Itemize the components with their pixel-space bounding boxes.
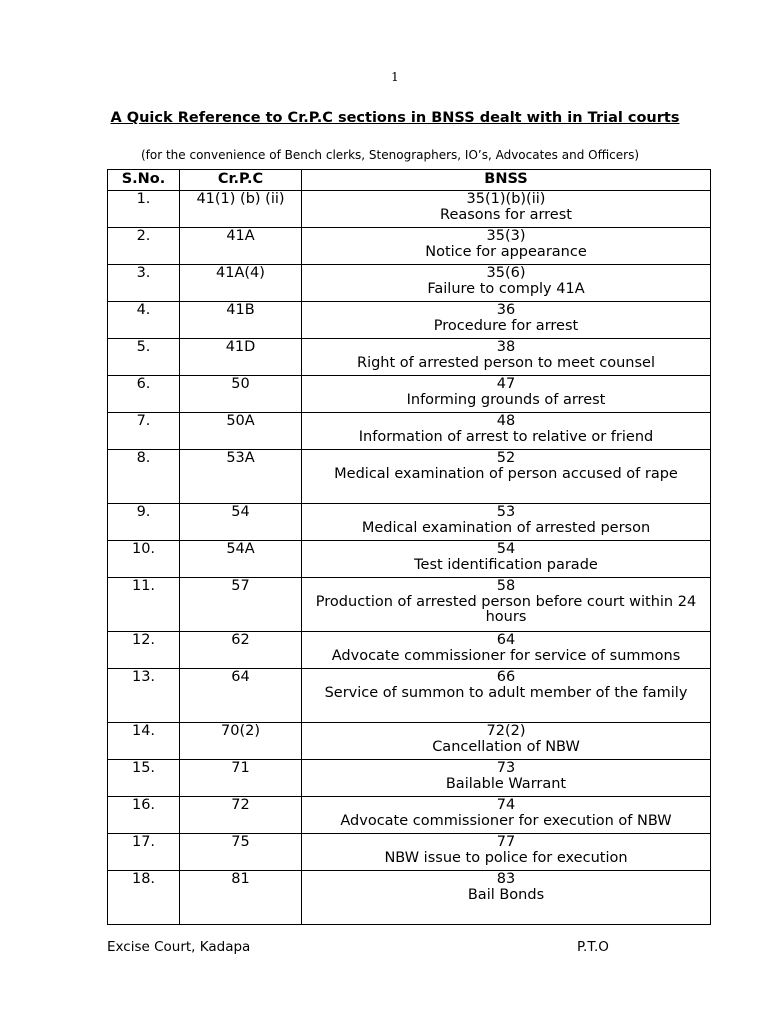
bnss-description: Information of arrest to relative or friend xyxy=(358,428,654,445)
cell-crpc: 72 xyxy=(180,797,302,834)
bnss-section: 38 xyxy=(496,339,516,355)
bnss-section: 58 xyxy=(496,578,516,594)
bnss-section: 35(1)(b)(ii) xyxy=(466,191,546,207)
cell-bnss xyxy=(302,265,711,302)
table-header-row xyxy=(108,170,711,191)
cell-sno: 18. xyxy=(108,871,180,925)
cell-bnss xyxy=(302,541,711,578)
bnss-description: Procedure for arrest xyxy=(433,317,579,334)
bnss-description: Failure to comply 41A xyxy=(427,280,585,297)
cell-sno: 13. xyxy=(108,669,180,723)
cell-sno: 12. xyxy=(108,632,180,669)
bnss-section: 74 xyxy=(496,797,516,813)
footer-court-name: Excise Court, Kadapa xyxy=(107,939,251,955)
bnss-section: 66 xyxy=(496,669,516,685)
cell-bnss xyxy=(302,871,711,925)
table-row xyxy=(108,450,711,504)
cell-sno: 1. xyxy=(108,191,180,228)
cell-bnss xyxy=(302,450,711,504)
bnss-description: Medical examination of arrested person xyxy=(361,519,651,536)
cell-sno: 17. xyxy=(108,834,180,871)
cell-crpc: 50A xyxy=(180,413,302,450)
cell-bnss xyxy=(302,339,711,376)
bnss-section: 73 xyxy=(496,760,516,776)
cell-sno: 5. xyxy=(108,339,180,376)
bnss-section: 54 xyxy=(496,541,516,557)
cell-sno: 10. xyxy=(108,541,180,578)
document-title: A Quick Reference to Cr.P.C sections in BNSS dealt with in Trial courts xyxy=(110,110,680,126)
bnss-description: Informing grounds of arrest xyxy=(406,391,606,408)
cell-sno: 11. xyxy=(108,578,180,632)
cell-crpc: 53A xyxy=(180,450,302,504)
cell-crpc: 41(1) (b) (ii) xyxy=(180,191,302,228)
cell-crpc: 41B xyxy=(180,302,302,339)
cell-bnss xyxy=(302,632,711,669)
cell-crpc: 64 xyxy=(180,669,302,723)
bnss-section: 72(2) xyxy=(486,723,526,739)
header-crpc: Cr.P.C xyxy=(180,170,302,191)
bnss-section: 83 xyxy=(496,871,516,887)
cell-sno: 8. xyxy=(108,450,180,504)
cell-sno: 7. xyxy=(108,413,180,450)
cell-crpc: 62 xyxy=(180,632,302,669)
cell-crpc: 81 xyxy=(180,871,302,925)
cell-sno: 16. xyxy=(108,797,180,834)
table-row xyxy=(108,191,711,228)
table-row xyxy=(108,541,711,578)
cell-crpc: 70(2) xyxy=(180,723,302,760)
bnss-description: Medical examination of person accused of rape xyxy=(334,465,678,482)
header-bnss: BNSS xyxy=(302,170,711,191)
cell-sno: 14. xyxy=(108,723,180,760)
cell-bnss xyxy=(302,504,711,541)
cell-crpc: 50 xyxy=(180,376,302,413)
cell-crpc: 54A xyxy=(180,541,302,578)
table-row xyxy=(108,797,711,834)
table-row xyxy=(108,578,711,632)
bnss-section: 35(6) xyxy=(486,265,526,281)
page-number: 1 xyxy=(391,70,399,84)
table-row xyxy=(108,834,711,871)
bnss-description: Production of arrested person before court within 24 hours xyxy=(315,593,697,625)
reference-table xyxy=(107,169,711,925)
bnss-section: 36 xyxy=(496,302,516,318)
cell-bnss xyxy=(302,760,711,797)
bnss-description: Bailable Warrant xyxy=(445,775,567,792)
bnss-section: 48 xyxy=(496,413,516,429)
table-row xyxy=(108,723,711,760)
header-sno: S.No. xyxy=(108,170,180,191)
cell-sno: 3. xyxy=(108,265,180,302)
cell-bnss xyxy=(302,413,711,450)
table-row xyxy=(108,302,711,339)
table-row xyxy=(108,413,711,450)
cell-bnss xyxy=(302,228,711,265)
cell-sno: 9. xyxy=(108,504,180,541)
cell-bnss xyxy=(302,834,711,871)
table-row xyxy=(108,669,711,723)
table-row xyxy=(108,871,711,925)
cell-crpc: 41A(4) xyxy=(180,265,302,302)
cell-sno: 2. xyxy=(108,228,180,265)
table-row xyxy=(108,632,711,669)
table-row xyxy=(108,760,711,797)
table-row xyxy=(108,339,711,376)
bnss-description: Test identification parade xyxy=(414,556,598,573)
cell-bnss xyxy=(302,302,711,339)
cell-bnss xyxy=(302,723,711,760)
cell-sno: 6. xyxy=(108,376,180,413)
bnss-description: Right of arrested person to meet counsel xyxy=(357,354,655,371)
cell-bnss xyxy=(302,669,711,723)
cell-crpc: 54 xyxy=(180,504,302,541)
cell-bnss xyxy=(302,376,711,413)
bnss-description: Reasons for arrest xyxy=(440,206,572,223)
bnss-section: 35(3) xyxy=(486,228,526,244)
table-row xyxy=(108,228,711,265)
cell-sno: 15. xyxy=(108,760,180,797)
table-row xyxy=(108,265,711,302)
bnss-description: Advocate commissioner for service of summons xyxy=(331,647,681,664)
table-row xyxy=(108,376,711,413)
bnss-section: 77 xyxy=(496,834,516,850)
bnss-section: 53 xyxy=(496,504,516,520)
cell-crpc: 41A xyxy=(180,228,302,265)
bnss-description: Cancellation of NBW xyxy=(432,738,580,755)
bnss-description: Advocate commissioner for execution of NBW xyxy=(340,812,672,829)
cell-bnss xyxy=(302,578,711,632)
cell-bnss xyxy=(302,191,711,228)
document-subtitle: (for the convenience of Bench clerks, Stenographers, IO’s, Advocates and Officers) xyxy=(140,148,640,162)
cell-crpc: 75 xyxy=(180,834,302,871)
table-row xyxy=(108,504,711,541)
bnss-description: NBW issue to police for execution xyxy=(384,849,628,866)
bnss-section: 64 xyxy=(496,632,516,648)
table-body xyxy=(108,191,711,925)
bnss-description: Bail Bonds xyxy=(467,886,545,903)
bnss-section: 47 xyxy=(496,376,516,392)
cell-bnss xyxy=(302,797,711,834)
footer-pto: P.T.O xyxy=(577,939,609,955)
cell-sno: 4. xyxy=(108,302,180,339)
cell-crpc: 41D xyxy=(180,339,302,376)
bnss-description: Service of summon to adult member of the family xyxy=(324,684,688,701)
bnss-description: Notice for appearance xyxy=(425,243,587,260)
cell-crpc: 71 xyxy=(180,760,302,797)
bnss-section: 52 xyxy=(496,450,516,466)
cell-crpc: 57 xyxy=(180,578,302,632)
